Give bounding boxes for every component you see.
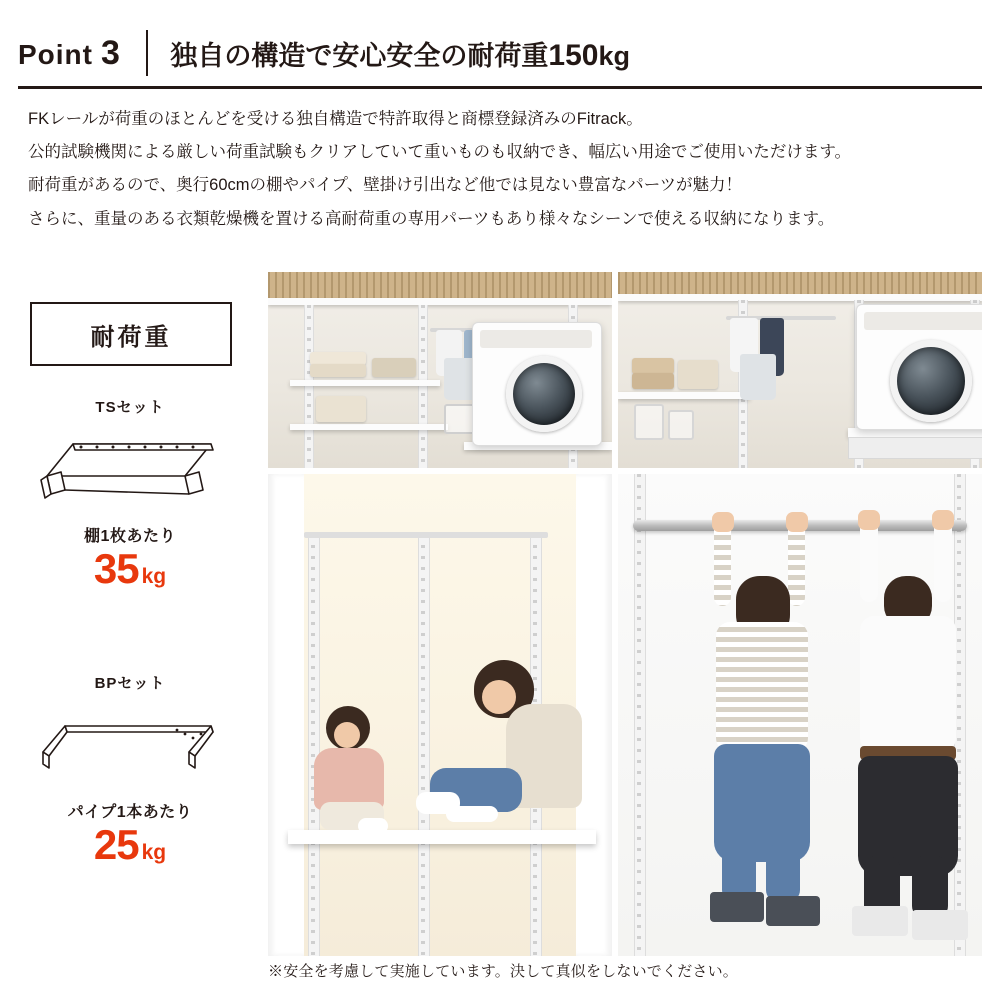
body-line: 耐荷重があるので、奥行60cmの棚やパイプ、壁掛け引出など他では見ない豊富なパーツが魅力！ [28, 176, 743, 195]
point-label [18, 34, 120, 73]
load-capacity-label: 耐荷重 [90, 323, 172, 351]
shelf-bracket-svg [35, 428, 225, 514]
spec-value [20, 545, 240, 592]
spec-unit-label: 棚1枚あたり [84, 528, 176, 545]
header-divider [146, 30, 148, 76]
photo-shelf-sit [268, 474, 612, 956]
body-line: さらに、重量のある衣類乾燥機を置ける高耐荷重の専用パーツもあり様々なシーンで使える収納になります。 [28, 209, 835, 228]
safety-caption: ※安全を考慮して実施しています。決して真似をしないでください。 [268, 963, 739, 980]
photo-artwork [618, 272, 982, 468]
page-title-unit: kg [598, 40, 630, 71]
photo-artwork [268, 474, 612, 956]
body-line: 公的試験機関による厳しい荷重試験もクリアしていて重いものも収納でき、幅広い用途でご使用いただけます。 [28, 143, 852, 162]
page-title-number: 150 [548, 38, 599, 72]
spec-value [20, 821, 240, 868]
header-rule [18, 86, 982, 89]
spec-value-unit: kg [141, 841, 167, 864]
spec-value-unit: kg [141, 565, 167, 588]
spec-item-bp [20, 672, 240, 866]
point-word: Point [18, 38, 93, 70]
photo-artwork [618, 474, 982, 956]
photo-hang [618, 474, 982, 956]
spec-item-ts [20, 396, 240, 590]
spec-value-number: 25 [93, 821, 139, 868]
photo-dryer-left [268, 272, 612, 468]
spec-set-title: BPセット [94, 675, 166, 692]
page-title-text: 独自の構造で安心安全の耐荷重 [170, 40, 549, 71]
spec-set-title: TSセット [95, 399, 165, 416]
page-title [170, 34, 630, 73]
spec-value-number: 35 [93, 545, 139, 592]
body-line: FKレールが荷重のほとんどを受ける独自構造で特許取得と商標登録済みのFitrack。 [28, 110, 643, 128]
photo-artwork [268, 272, 612, 468]
page-header [18, 22, 982, 84]
spec-unit-label: パイプ1本あたり [67, 804, 193, 821]
point-number: 3 [101, 33, 121, 72]
load-capacity-box [30, 302, 232, 366]
pipe-bracket-icon [20, 701, 240, 793]
shelf-bracket-icon [20, 425, 240, 517]
body-text [28, 106, 978, 239]
pipe-bracket-svg [35, 704, 225, 790]
photo-dryer-right [618, 272, 982, 468]
